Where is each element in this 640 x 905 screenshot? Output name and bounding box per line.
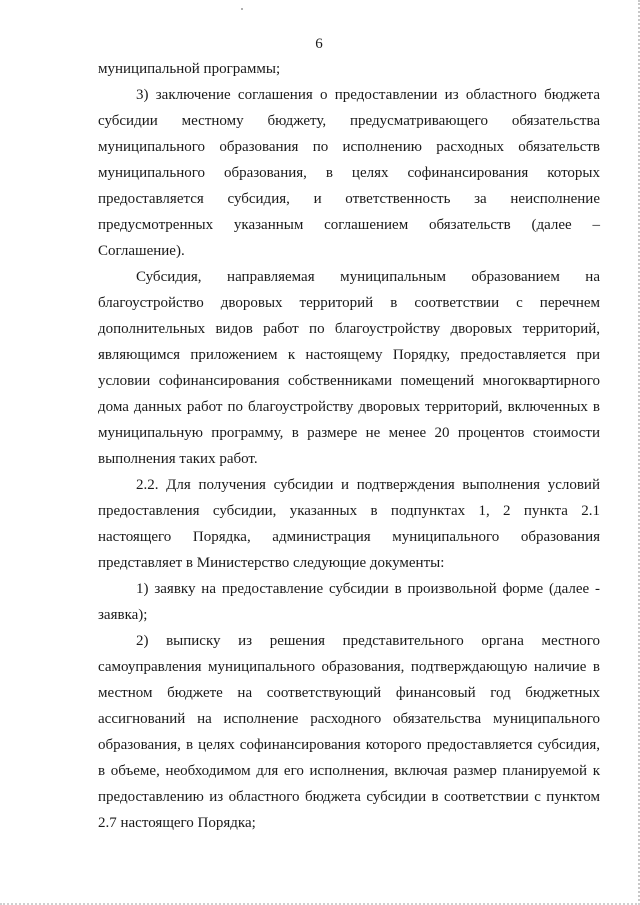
paragraph: 2.2. Для получения субсидии и подтверждения выполнения условий предоставления субсидии, указанных в подпунктах 1, 2 пункта 2.1 настоящего Порядка, администрация муниципального образования представляет в Министерство следующие документы: xyxy=(98,477,600,571)
paragraph: 1) заявку на предоставление субсидии в произвольной форме (далее - заявка); xyxy=(98,581,600,623)
paragraph: муниципальной программы; xyxy=(98,61,281,77)
paragraph: 3) заключение соглашения о предоставлении из областного бюджета субсидии местному бюджету, предусматривающего обязательства муниципального образования по исполнению расходных обязательств муниципального образования, в целях софинансирования которых предоставляется субсидия, и ответственность за неисполнение предусмотренных указанным соглашением обязательств (далее – Соглашение). xyxy=(98,87,600,259)
document-body xyxy=(98,56,600,836)
paragraph: 2) выписку из решения представительного органа местного самоуправления муниципального образования, подтверждающую наличие в местном бюджете на соответствующий финансовый год бюджетных ассигнований на исполнение расходного обязательства муниципального образования, в целях софинансирования которого предоставляется субсидия, в объеме, необходимом для его исполнения, включая размер планируемой к предоставлению из областного бюджета субсидии в соответствии с пунктом 2.7 настоящего Порядка; xyxy=(98,633,600,831)
scan-mark xyxy=(241,8,243,10)
paragraph: Субсидия, направляемая муниципальным образованием на благоустройство дворовых территорий в соответствии с перечнем дополнительных видов работ по благоустройству дворовых территорий, являющимся приложением к настоящему Порядку, предоставляется при условии софинансирования собственниками помещений многоквартирного дома данных работ по благоустройству дворовых территорий, включенных в муниципальную программу, в размере не менее 20 процентов стоимости выполнения таких работ. xyxy=(98,269,600,467)
page-bottom-edge xyxy=(0,901,640,905)
page-number: 6 xyxy=(315,36,323,52)
